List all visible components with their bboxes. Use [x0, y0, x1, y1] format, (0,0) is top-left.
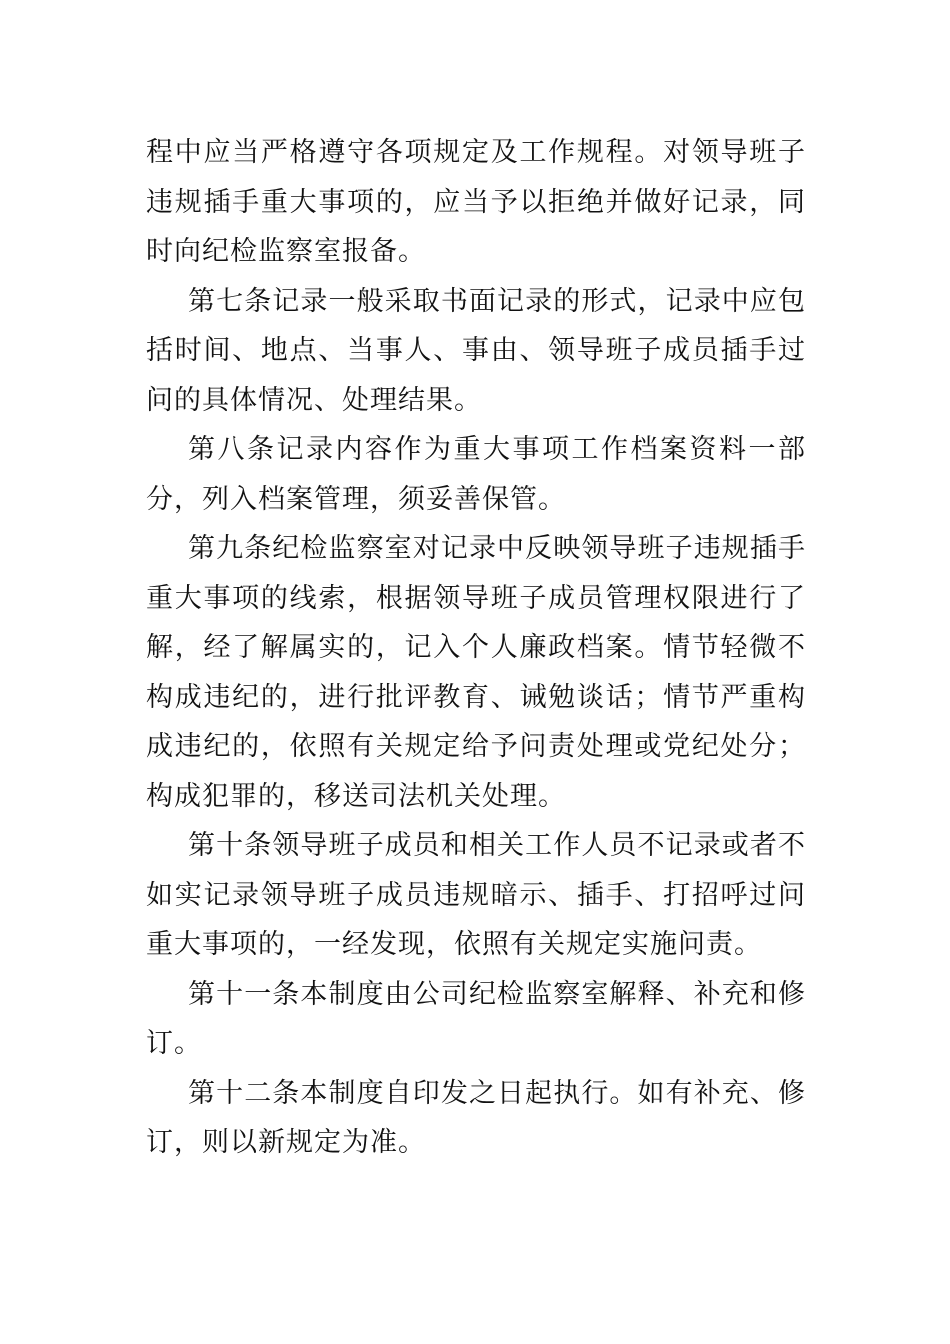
paragraph-article-9: 第九条纪检监察室对记录中反映领导班子违规插手重大事项的线索，根据领导班子成员管理权限进行了解，经了解属实的，记入个人廉政档案。情节轻微不构成违纪的，进行批评教育、诫勉谈话；情节严重构成违纪的，依照有关规定给予问责处理或党纪处分；构成犯罪的，移送司法机关处理。 — [146, 533, 806, 812]
document-body — [146, 128, 806, 1168]
paragraph-article-12: 第十二条本制度自印发之日起执行。如有补充、修订，则以新规定为准。 — [146, 1077, 806, 1158]
paragraph-continuation: 程中应当严格遵守各项规定及工作规程。对领导班子违规插手重大事项的，应当予以拒绝并做好记录，同时向纪检监察室报备。 — [146, 137, 806, 267]
paragraph-article-10: 第十条领导班子成员和相关工作人员不记录或者不如实记录领导班子成员违规暗示、插手、打招呼过问重大事项的，一经发现，依照有关规定实施问责。 — [146, 830, 806, 960]
paragraph-article-8: 第八条记录内容作为重大事项工作档案资料一部分，列入档案管理，须妥善保管。 — [146, 434, 806, 515]
paragraph-article-7: 第七条记录一般采取书面记录的形式，记录中应包括时间、地点、当事人、事由、领导班子成员插手过问的具体情况、处理结果。 — [146, 285, 806, 416]
paragraph-article-11: 第十一条本制度由公司纪检监察室解释、补充和修订。 — [146, 978, 806, 1059]
